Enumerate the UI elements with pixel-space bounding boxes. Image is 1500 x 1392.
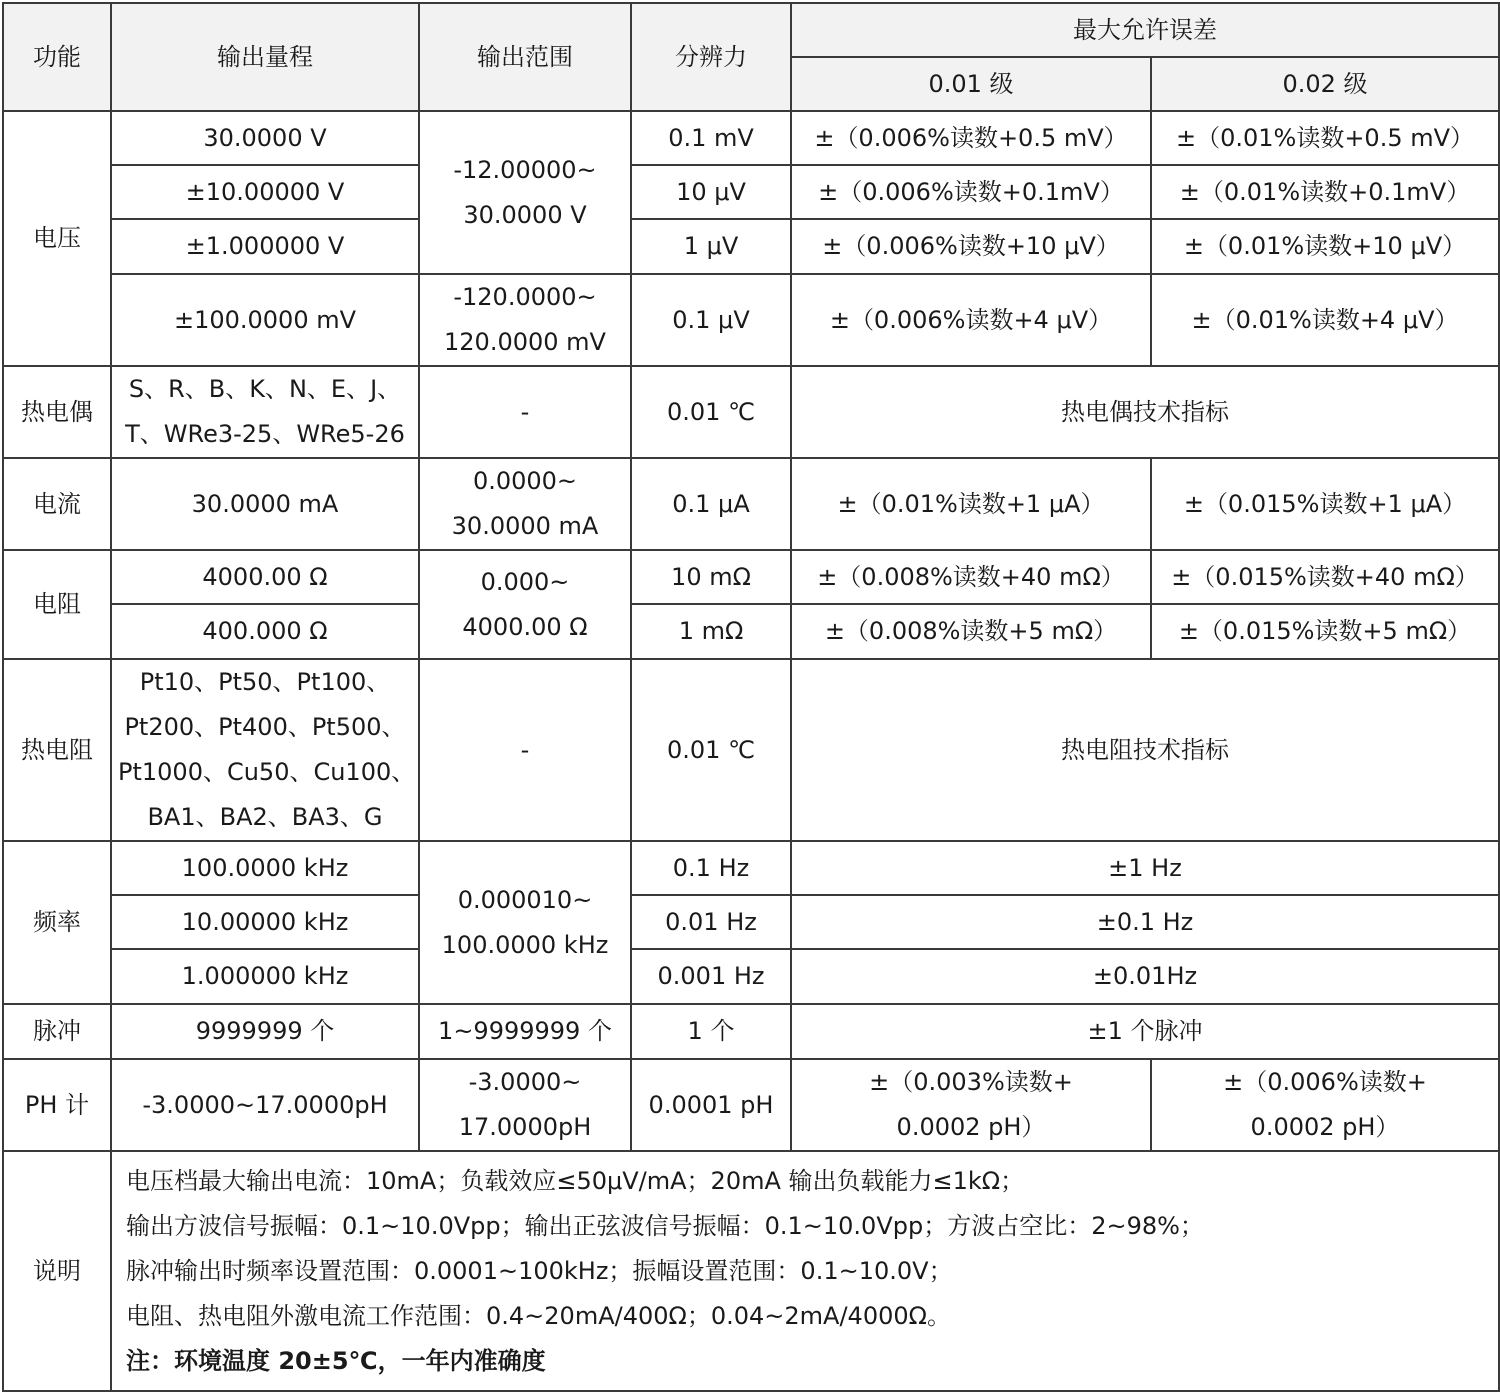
- cell-resolution: 0.01 Hz: [631, 895, 791, 949]
- table-row: [3, 111, 1499, 165]
- cell-grade-001: ±（0.006%读数+0.1mV）: [791, 165, 1151, 219]
- span-line: -120.0000~: [453, 283, 597, 311]
- cell-span: [419, 1059, 631, 1151]
- cell-range: 4000.00 Ω: [111, 550, 419, 604]
- cell-span: -: [419, 366, 631, 458]
- range-line: BA1、BA2、BA3、G: [147, 803, 383, 831]
- cell-grade-002: ±（0.01%读数+0.5 mV）: [1151, 111, 1499, 165]
- pulse-label: 脉冲: [3, 1004, 111, 1059]
- notes-content: [111, 1151, 1499, 1391]
- span-line: 0.000010~: [457, 885, 593, 914]
- voltage-label: 电压: [3, 111, 111, 366]
- header-resolution: 分辨力: [631, 3, 791, 111]
- table-row: [3, 366, 1499, 458]
- cell-range: 400.000 Ω: [111, 604, 419, 659]
- mpe-line: 0.0002 pH）: [896, 1113, 1046, 1141]
- cell-range: ±1.000000 V: [111, 219, 419, 274]
- table-row: [3, 458, 1499, 550]
- cell-range: ±10.00000 V: [111, 165, 419, 219]
- header-mpe: 最大允许误差: [791, 3, 1499, 57]
- span-line: 0.0000~: [472, 467, 578, 495]
- cell-grade-002: ±（0.015%读数+40 mΩ）: [1151, 550, 1499, 604]
- voltage-span-1: [419, 111, 631, 274]
- table-row: [3, 219, 1499, 274]
- cell-grade-002: [1151, 1059, 1499, 1151]
- note-line-bold: 注：环境温度 20±5℃，一年内准确度: [126, 1346, 546, 1375]
- current-label: 电流: [3, 458, 111, 550]
- cell-span: -: [419, 659, 631, 841]
- cell-range: 30.0000 mA: [111, 458, 419, 550]
- header-grade-002: 0.02 级: [1151, 57, 1499, 111]
- cell-resolution: 1 个: [631, 1004, 791, 1059]
- cell-grade-001: [791, 1059, 1151, 1151]
- cell-grade-002: ±（0.01%读数+4 μV）: [1151, 274, 1499, 366]
- span-line: 17.0000pH: [458, 1113, 592, 1141]
- table-row: [3, 1004, 1499, 1059]
- span-line: 4000.00 Ω: [462, 612, 588, 641]
- cell-mpe: 热电阻技术指标: [791, 659, 1499, 841]
- note-line: 输出方波信号振幅：0.1~10.0Vpp；输出正弦波信号振幅：0.1~10.0Vpp；方波占空比：2~98%；: [126, 1211, 1204, 1240]
- table-row: [3, 895, 1499, 949]
- notes-row: [3, 1151, 1499, 1391]
- mpe-line: ±（0.006%读数+: [1223, 1068, 1427, 1096]
- cell-span: 1~9999999 个: [419, 1004, 631, 1059]
- rtd-label: 热电阻: [3, 659, 111, 841]
- header-span: 输出范围: [419, 3, 631, 111]
- range-line: Pt1000、Cu50、Cu100、: [118, 758, 416, 786]
- cell-range: -3.0000~17.0000pH: [111, 1059, 419, 1151]
- cell-resolution: 0.01 ℃: [631, 659, 791, 841]
- cell-resolution: 0.01 ℃: [631, 366, 791, 458]
- cell-grade-001: ±（0.006%读数+0.5 mV）: [791, 111, 1151, 165]
- span-line: 0.000~: [480, 567, 570, 596]
- table-row: [3, 949, 1499, 1004]
- cell-grade-002: ±（0.01%读数+0.1mV）: [1151, 165, 1499, 219]
- cell-resolution: 10 μV: [631, 165, 791, 219]
- table-row: [3, 841, 1499, 895]
- cell-resolution: 0.0001 pH: [631, 1059, 791, 1151]
- header-function: 功能: [3, 3, 111, 111]
- voltage-span-2: [419, 274, 631, 366]
- cell-grade-002: ±（0.01%读数+10 μV）: [1151, 219, 1499, 274]
- cell-resolution: 0.1 Hz: [631, 841, 791, 895]
- table-row: [3, 274, 1499, 366]
- cell-grade-002: ±（0.015%读数+5 mΩ）: [1151, 604, 1499, 659]
- note-line: 脉冲输出时频率设置范围：0.0001~100kHz；振幅设置范围：0.1~10.0V；: [126, 1256, 953, 1285]
- header-grade-001: 0.01 级: [791, 57, 1151, 111]
- header-range: 输出量程: [111, 3, 419, 111]
- cell-resolution: 0.001 Hz: [631, 949, 791, 1004]
- cell-resolution: 0.1 mV: [631, 111, 791, 165]
- cell-resolution: 1 μV: [631, 219, 791, 274]
- cell-range: 100.0000 kHz: [111, 841, 419, 895]
- ph-label: PH 计: [3, 1059, 111, 1151]
- span-line: -3.0000~: [468, 1068, 582, 1096]
- span-line: -12.00000~: [453, 155, 597, 184]
- rtd-types: [111, 659, 419, 841]
- cell-range: 10.00000 kHz: [111, 895, 419, 949]
- cell-grade-001: ±（0.006%读数+4 μV）: [791, 274, 1151, 366]
- range-line: Pt200、Pt400、Pt500、: [124, 713, 406, 741]
- range-line: T、WRe3-25、WRe5-26: [125, 420, 405, 448]
- table-row: [3, 1059, 1499, 1151]
- frequency-span: [419, 841, 631, 1004]
- cell-mpe: ±1 个脉冲: [791, 1004, 1499, 1059]
- cell-range: 9999999 个: [111, 1004, 419, 1059]
- cell-grade-001: ±（0.006%读数+10 μV）: [791, 219, 1151, 274]
- range-line: S、R、B、K、N、E、J、: [128, 375, 402, 403]
- thermocouple-types: [111, 366, 419, 458]
- cell-resolution: 1 mΩ: [631, 604, 791, 659]
- resistance-label: 电阻: [3, 550, 111, 659]
- cell-mpe: ±0.1 Hz: [791, 895, 1499, 949]
- table-row: [3, 659, 1499, 841]
- notes-label: 说明: [3, 1151, 111, 1391]
- header-row: [3, 3, 1499, 57]
- note-line: 电压档最大输出电流：10mA；负载效应≤50μV/mA；20mA 输出负载能力≤1kΩ；: [126, 1166, 1025, 1195]
- cell-span: [419, 458, 631, 550]
- table-row: [3, 604, 1499, 659]
- cell-grade-001: ±（0.01%读数+1 μA）: [791, 458, 1151, 550]
- cell-grade-002: ±（0.015%读数+1 μA）: [1151, 458, 1499, 550]
- cell-resolution: 0.1 μA: [631, 458, 791, 550]
- cell-range: 30.0000 V: [111, 111, 419, 165]
- mpe-line: ±（0.003%读数+: [869, 1068, 1073, 1096]
- span-line: 30.0000 mA: [451, 512, 599, 540]
- span-line: 100.0000 kHz: [441, 930, 609, 959]
- cell-grade-001: ±（0.008%读数+5 mΩ）: [791, 604, 1151, 659]
- cell-mpe: 热电偶技术指标: [791, 366, 1499, 458]
- cell-grade-001: ±（0.008%读数+40 mΩ）: [791, 550, 1151, 604]
- thermocouple-label: 热电偶: [3, 366, 111, 458]
- frequency-label: 频率: [3, 841, 111, 1004]
- cell-range: 1.000000 kHz: [111, 949, 419, 1004]
- table-row: [3, 165, 1499, 219]
- table-row: [3, 550, 1499, 604]
- spec-table: [2, 2, 1500, 1392]
- cell-mpe: ±0.01Hz: [791, 949, 1499, 1004]
- cell-resolution: 0.1 μV: [631, 274, 791, 366]
- span-line: 120.0000 mV: [444, 328, 606, 356]
- span-line: 30.0000 V: [463, 200, 587, 229]
- cell-resolution: 10 mΩ: [631, 550, 791, 604]
- cell-range: ±100.0000 mV: [111, 274, 419, 366]
- cell-mpe: ±1 Hz: [791, 841, 1499, 895]
- range-line: Pt10、Pt50、Pt100、: [139, 668, 391, 696]
- mpe-line: 0.0002 pH）: [1250, 1113, 1400, 1141]
- resistance-span: [419, 550, 631, 659]
- note-line: 电阻、热电阻外激电流工作范围：0.4~20mA/400Ω；0.04~2mA/4000Ω。: [126, 1301, 951, 1330]
